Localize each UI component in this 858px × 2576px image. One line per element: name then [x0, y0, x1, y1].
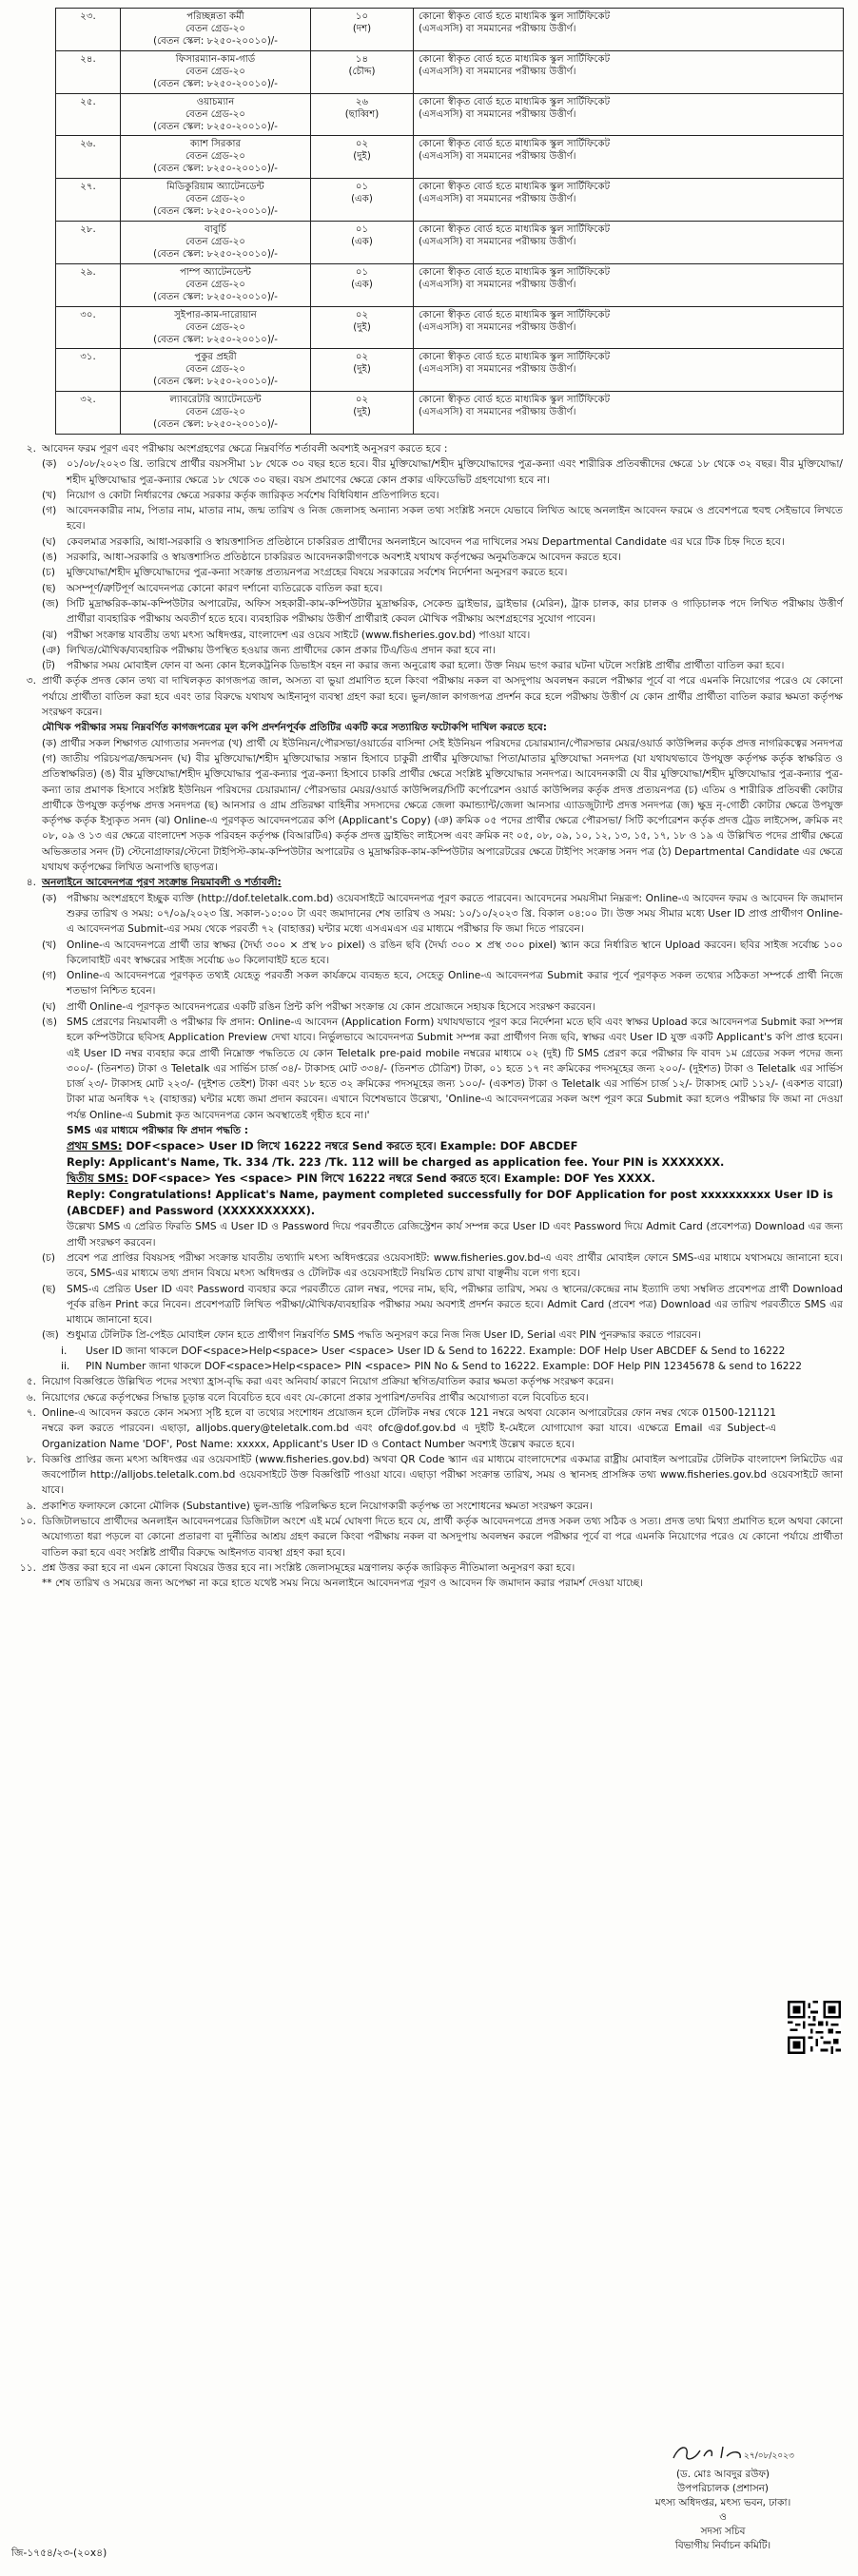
post-count: ০২ — [355, 139, 369, 150]
pay-scale: (বেতন স্কেল: ৮২৫০-২০০১০)/- — [153, 291, 278, 302]
item-marker: (খ) — [42, 489, 57, 501]
pay-scale: (বেতন স্কেল: ৮২৫০-২০০১০)/- — [153, 36, 278, 47]
qualification-line: কোনো স্বীকৃত বোর্ড হতে মাধ্যমিক স্কুল সার্টিফিকেট — [419, 395, 611, 406]
post-count: ০১ — [355, 182, 369, 193]
table-cell — [121, 349, 311, 392]
post-count: ০২ — [355, 395, 369, 406]
serial-cell: ২৬. — [80, 139, 96, 150]
post-count: ০২ — [355, 309, 369, 320]
post-count-words: (দুই) — [353, 364, 371, 376]
item-text: সিটি মুদ্রাক্ষরিক-কাম-কম্পিউটার অপারেটর, অফিস সহকারী-কাম-কম্পিউটার মুদ্রাক্ষরিক, সেকেন্ড ড্রাইভার, ড্রাইভার (মেরিন), ট্রাক চালক, কার চালক ও গাড়িচালক পদে লিখিত পরীক্ষায় উত্তীর্ণ প্রার্থীরা ব্যবহারিক পরীক্ষায় অবতীর্ণ হতে হবে। ব্যবহারিক পরীক্ষায় উত্তীর্ণ প্রার্থীরাই কেবল মৌখিক পরীক্ষায় অংশগ্রহণের সুযোগ পাবেন। — [67, 597, 843, 626]
table-cell — [414, 349, 844, 392]
post-count: ১৪ — [355, 53, 369, 65]
section-number: ১০. — [19, 1516, 36, 1527]
table-cell — [121, 50, 311, 93]
post-name: মিডিকুরিয়াম অ্যাটেনডেন্ট — [166, 182, 264, 193]
item-marker: (জ) — [42, 597, 59, 610]
table-row — [56, 349, 844, 392]
qualification-line: (এসএসসি) বা সমমানের পরীক্ষায় উত্তীর্ণ। — [419, 24, 576, 34]
qualification-line: (এসএসসি) বা সমমানের পরীক্ষায় উত্তীর্ণ। — [419, 151, 576, 163]
item-text: PIN Number জানা থাকলে DOF<space>Help<space> PIN <space> PIN No & Send to 16222. Example: DOF Help PIN 12345678 & send to 16222 — [86, 1361, 803, 1373]
table-cell — [56, 136, 121, 179]
item-text: পরীক্ষার সময় মোবাইল ফোন বা অন্য কোন ইলেকট্রনিক ডিভাইস বহন না করার জন্য অনুরোধ করা হলো। উক্ত নিয়ম ভংগ করার ঘটনা ঘটলে সংশ্লিষ্ট প্রার্থীর প্রার্থীতা বাতিল করা হবে। — [67, 660, 785, 672]
oral-title: মৌখিক পরীক্ষার সময় নিম্নবর্ণিত কাগজপত্রের মূল কপি প্রদর্শনপূর্বক প্রতিটির একটি করে সত্যায়িত ফটোকপি দাখিল করতে হবে: — [42, 722, 548, 734]
item-marker: (ট) — [42, 660, 56, 672]
post-name: পুকুর প্রহরী — [194, 352, 237, 363]
post-name: পাম্প অ্যাটেনডেন্ট — [180, 266, 251, 278]
item-marker: (ঙ) — [42, 1016, 58, 1028]
table-cell — [121, 306, 311, 349]
list-item — [42, 643, 843, 658]
serial-cell: ২৩. — [80, 11, 96, 22]
section-text: বিজ্ঞপ্তি প্রাপ্তির জন্য মৎস্য অধিদপ্তর এর ওয়েবসাইট (www.fisheries.gov.bd) অথবা QR Code স্ক্যান এর মাধ্যমে বাংলাদেশের একমাত্র রাষ্ট্রীয় মোবাইল অপারেটর টেলিটক বাংলাদেশ লিমিটেড এর জবপোর্টাল http://alljobs.teletalk.com.bd ওয়েবসাইটে উক্ত বিজ্ঞপ্তিটি পাওয়া যাবে। এছাড়া পরীক্ষা সংক্রান্ত তারিখ, সময় ও স্থানসহ প্রাসঙ্গিক তথ্য www.fisheries.gov.bd ওয়েবসাইটে জানা যাবে। — [42, 1453, 843, 1497]
pay-grade: বেতন গ্রেড-২০ — [185, 108, 245, 120]
last-note: ** শেষ তারিখ ও সময়ের জন্য অপেক্ষা না করে হাতে যথেষ্ট সময় নিয়ে অনলাইনে আবেদনপত্র পূরণ ও আবেদন ফি জমাদান করার পরামর্শ দেওয়া যাচ্ছে। — [42, 1578, 644, 1590]
section-text: প্রকাশিত ফলাফলে কোনো মৌলিক (Substantive) ভুল-ভ্রান্তি পরিলক্ষিত হলে নিয়োগকারী কর্তৃপক্ষ তা সংশোধনের ক্ষমতা সংরক্ষণ করেন। — [42, 1500, 593, 1512]
qualification-line: কোনো স্বীকৃত বোর্ড হতে মাধ্যমিক স্কুল সার্টিফিকেট — [419, 223, 611, 235]
list-item — [42, 581, 843, 596]
signature-block — [609, 2439, 837, 2553]
section-text: নিয়োগ বিজ্ঞপ্তিতে উল্লিখিত পদের সংখ্যা হ্রাস-বৃদ্ধি করা এবং অনিবার্য কারণে নিয়োগ প্রক্রিয়া স্থগিত/বাতিল করার ক্ষমতা কর্তৃপক্ষ সংরক্ষণ করেন। — [42, 1376, 614, 1388]
post-table — [55, 8, 844, 435]
section-9 — [11, 1499, 843, 1514]
section-text: ডিজিটালভাবে প্রার্থীদের অনলাইন আবেদনপত্রের ডিজিটাল অংশে এই মর্মে ঘোষণা দিতে হবে যে, প্রার্থী কর্তৃক আবেদনপত্রে প্রদত্ত সকল তথ্য সঠিক ও সত্য। প্রদত্ত তথ্য মিথ্যা প্রমাণিত হলে অথবা কোনো অযোগ্যতা ধরা পড়লে বা কোনো প্রতারণা বা দুর্নীতির আশ্রয় গ্রহণ করলে কিংবা পরীক্ষায় নকল বা অসদুপায় অবলম্বন করলে পরীক্ষার পূর্বে বা পরে এমনকি নিয়োগের পরেও যে কোনো পর্যায়ে প্রার্থীতা বাতিল করা হবে এবং সংশ্লিষ্ট প্রার্থীর বিরুদ্ধে আইনগত ব্যবস্থা গ্রহণ করা হবে। — [42, 1516, 843, 1559]
sms-title: SMS এর মাধ্যমে পরীক্ষার ফি প্রদান পদ্ধতি : — [67, 1125, 248, 1137]
section-text: প্রশ্ন উত্তর করা হবে না এমন কোনো বিষয়ের উত্তর হবে না। সংশ্লিষ্ট জেলাসমূহের মন্ত্রণালয় কর্তৃক জারিকৃত নীতিমালা অনুসরণ করা হবে। — [42, 1561, 575, 1574]
table-cell — [121, 221, 311, 263]
qualification-line: (এসএসসি) বা সমমানের পরীক্ষায় উত্তীর্ণ। — [419, 407, 576, 418]
pay-scale: (বেতন স্কেল: ৮২৫০-২০০১০)/- — [153, 334, 278, 345]
table-cell — [121, 179, 311, 222]
section-number: ২. — [26, 443, 36, 455]
table-cell — [311, 221, 414, 263]
signatory-and: ও — [719, 2511, 727, 2523]
second-sms-text: DOF<space> Yes <space> PIN লিখে 16222 নম্বরে Send করতে হবে। Example: DOF Yes XXXX. — [131, 1172, 655, 1186]
item-text: User ID জানা থাকলে DOF<space>Help<space> User <space> User ID & Send to 16222. Example: DOF Help User ABCDEF & Send to 16222 — [86, 1345, 786, 1357]
table-cell — [121, 9, 311, 51]
post-count: ১০ — [355, 11, 369, 22]
table-cell — [311, 349, 414, 392]
pay-scale: (বেতন স্কেল: ৮২৫০-২০০১০)/- — [153, 206, 278, 218]
table-cell — [311, 50, 414, 93]
item-marker: (জ) — [42, 1329, 59, 1342]
post-name: ল্যাবরেটরি অ্যাটেনডেন্ট — [169, 395, 262, 406]
table-cell — [311, 136, 414, 179]
qualification-line: কোনো স্বীকৃত বোর্ড হতে মাধ্যমিক স্কুল সার্টিফিকেট — [419, 309, 611, 320]
post-count-words: (এক) — [351, 194, 373, 205]
item-marker: i. — [61, 1345, 68, 1357]
item-text: Online-এ আবেদনপত্রে পূরণকৃত তথ্যই যেহেতু পরবর্তী সকল কার্যক্রমে ব্যবহৃত হবে, সেহেতু Online-এ আবেদনপত্র Submit করার পূর্বে পূরণকৃত সকল তথ্যের সঠিকতা সম্পর্কে প্রার্থী নিজে শতভাগ নিশ্চিত হবেন। — [67, 970, 843, 997]
first-sms-reply: Reply: Applicant's Name, Tk. 334 /Tk. 223 /Tk. 112 will be charged as application fee. Your PIN is XXXXXXX. — [67, 1155, 725, 1170]
list-item — [42, 1250, 843, 1282]
list-item — [42, 565, 843, 580]
table-cell — [311, 306, 414, 349]
table-cell — [56, 392, 121, 435]
section-number: ৯. — [26, 1500, 36, 1512]
table-cell — [56, 349, 121, 392]
section-2 — [11, 441, 843, 673]
table-cell — [311, 179, 414, 222]
qualification-line: কোনো স্বীকৃত বোর্ড হতে মাধ্যমিক স্কুল সার্টিফিকেট — [419, 11, 611, 22]
pay-scale: (বেতন স্কেল: ৮২৫০-২০০১০)/- — [153, 121, 278, 132]
item-text: পরীক্ষায় অংশগ্রহণে ইচ্ছুক ব্যক্তি (http://dof.teletalk.com.bd) ওয়েবসাইটে আবেদনপত্র পূরণ করতে পারবেন। আবেদনের সময়সীমা নিম্নরূপ: Online-এ আবেদন ফরম ও আবেদন ফি জমাদান শুরুর তারিখ ও সময়: ০৭/০৯/২০২৩ খ্রি. সকাল-১০:০০ টা এবং জমাদানের শেষ তারিখ ও সময়: ১০/১০/২০২৩ খ্রি. বিকাল ০৪:০০ টা। উক্ত সময় সীমার মধ্যে User ID প্রাপ্ত প্রার্থীগণ Online-এ আবেদনপত্র Submit-এর সময় থেকে পরবর্তী ৭২ (বাহাত্তর) ঘন্টার মধ্যে এসএমএস এর মাধ্যমে পরীক্ষার ফি জমা দিতে পারবেন। — [67, 892, 843, 936]
item-text: শুধুমাত্র টেলিটক প্রি-পেইড মোবাইল ফোন হতে প্রার্থীগণ নিম্নবর্ণিত SMS পদ্ধতি অনুসরণ করে নিজ নিজ User ID, Serial এবং PIN পুনরুদ্ধার করতে পারবেন। — [67, 1329, 702, 1342]
signature-date: ২৭/০৮/২০২৩ — [744, 2451, 794, 2461]
serial-cell: ২৭. — [80, 182, 96, 193]
list-item — [42, 938, 843, 969]
table-cell — [56, 9, 121, 51]
list-item — [42, 456, 843, 488]
item-text: SMS প্রেরণের নিয়মাবলী ও পরীক্ষার ফি প্রদান: Online-এ আবেদন (Application Form) যথাযথভাবে পূরণ করে নির্দেশনা মতে ছবি এবং স্বাক্ষর Upload করে আবেদনপত্র Submit করা সম্পন্ন হলে কম্পিউটারে ছবিসহ Application Preview দেখা যাবে। নির্ভুলভাবে আবেদনপত্র Submit সম্পন্ন করা প্রার্থীগণ নিজ ছবি, স্বাক্ষর এবং User ID যুক্ত একটি Applicant's কপি প্রাপ্ত হবেন। এই User ID নম্বর ব্যবহার করে প্রার্থী নিম্নোক্ত পদ্ধতিতে যে কোন Teletalk pre-paid mobile নম্বরের মাধ্যমে ০২ (দুই) টি SMS প্রেরণ করে পরীক্ষার ফি বাবদ ১ম গ্রেডের সকল পদের জন্য ৩০০/- (তিনশত) টাকা ও Teletalk এর সার্ভিস চার্জ ৩৪/- টাকাসহ মোট ৩৩৪/- (তিনশত চৌত্রিশ) টাকা, ০১ হতে ১৭ নং ক্রমিকের পদসমূহের জন্য ২০০/- (দুইশত) টাকা ও Teletalk এর সার্ভিস চার্জ ২৩/- টাকাসহ মোট ২২৩/- (দুইশত তেইশ) টাকা এবং ১৮ হতে ৩২ ক্রমিকের পদসমূহের জন্য ১০০/- (একশত) টাকা ও Teletalk এর সার্ভিস চার্জ ১২/- টাকাসহ মোট ১১২/- (একশত বারো) টাকা মাত্র অনধিক ৭২ (বাহাত্তর) ঘন্টার মধ্যে জমা প্রদান করবেন। এখানে বিশেষভাবে উল্লেখ্য, 'Online-এ আবেদনপত্রের সকল অংশ পূরণ করে Submit করা হলেও পরীক্ষার ফি জমা না দেওয়া পর্যন্ত Online-এ Submit কৃত আবেদনপত্র কোন অবস্থাতেই গৃহীত হবে না।' — [67, 1016, 843, 1121]
post-count: ০১ — [355, 266, 369, 278]
pay-grade: বেতন গ্রেড-২০ — [185, 24, 245, 34]
list-item — [42, 1359, 843, 1374]
list-item — [42, 1015, 843, 1123]
section-number: ৪. — [26, 877, 36, 889]
oral-text: (ক) প্রার্থীর সকল শিক্ষাগত যোগ্যতার সনদপত্র (খ) প্রার্থী যে ইউনিয়ন/পৌরসভা/ওয়ার্ডের বাসিন্দা সেই ইউনিয়ন পরিষদের চেয়ারম্যান/পৌরসভার মেয়র/ওয়ার্ড কাউন্সিলর কর্তৃক প্রদত্ত নাগরিকত্বের সনদপত্র (গ) জাতীয় পরিচয়পত্র/জন্মসনদ (ঘ) বীর মুক্তিযোদ্ধা/শহীদ মুক্তিযোদ্ধার সন্তান হিসাবে চাকুরী প্রার্থীর মুক্তিযোদ্ধা পিতা/মাতার মুক্তিযোদ্ধা সনদপত্র (যা যথাযথভাবে উপযুক্ত কর্তৃপক্ষ কর্তৃক স্বাক্ষরিত ও প্রতিস্বাক্ষরিত) (ঙ) বীর মুক্তিযোদ্ধা/শহীদ মুক্তিযোদ্ধার পুত্র-কন্যার পুত্র-কন্যা হিসাবে চাকরি প্রার্থীর ক্ষেত্রে সংশ্লিষ্ট মুক্তিযোদ্ধার সনদপত্র। আবেদনকারী যে বীর মুক্তিযোদ্ধা/শহীদ মুক্তিযোদ্ধার পুত্র-কন্যার পুত্র-কন্যা তার প্রমাণক হিসাবে সংশ্লিষ্ট ইউনিয়ন পরিষদের চেয়ারম্যান/ পৌরসভার মেয়র/ওয়ার্ড কাউন্সিলর/সিটি কর্পোরেশন ওয়ার্ড কাউন্সিলর কর্তৃক প্রদত্ত প্রত্যয়নপত্র (চ) এতিম ও শারীরিক প্রতিবন্ধী কোটার প্রার্থীকে উপযুক্ত কর্তৃপক্ষ প্রদত্ত সনদপত্র (ছ) আনসার ও গ্রাম প্রতিরক্ষা বাহিনীর সদস্যদের ক্ষেত্রে জেলা কমান্ড্যান্ট/জেলা আনসার এ্যাডজুট্যান্ট প্রদত্ত সনদপত্র (জ) ক্ষুদ্র নৃ-গোষ্ঠী কোটার ক্ষেত্রে উপযুক্ত কর্তৃপক্ষ কর্তৃক ইস্যুকৃত সনদ (ঝ) Online-এ পূরণকৃত আবেদনপত্রের কপি (Applicant's Copy) (ঞ) ক্রমিক ০৫ পদের প্রার্থীর ক্ষেত্রে পৌরসভা/ সিটি কর্পোরেশন কর্তৃক প্রদত্ত ট্রেড লাইসেন্স, ক্রমিক নং ০৮, ০৯ ও ১৩ এর ক্ষেত্রে বাংলাদেশ সড়ক পরিবহন কর্তৃপক্ষ (বিআরটিএ) কর্তৃক প্রদত্ত ড্রাইভিং লাইসেন্স এবং ক্রমিক নং ০৫, ০৮, ০৯, ১০, ১২, ১৩, ১৫, ১৭, ১৮ ও ১৯ এ উল্লিখিত পদের প্রার্থীর ক্ষেত্রে অভিজ্ঞতার সনদ (ট) স্টেনোগ্রাফার/স্টেনো টাইপিস্ট-কাম-কম্পিউটার অপারেটর ও মুদ্রাক্ষরিক-কাম-কম্পিউটার অপারেটরের ক্ষেত্রে টাইপিং সংক্রান্ত সনদ পত্র (ঠ) Departmental Candidate এর ক্ষেত্রে যথাযথ কর্তৃপক্ষের লিখিত অনাপত্তি ছাড়পত্র। — [42, 737, 843, 874]
section-text: Online-এ আবেদন করতে কোন সমস্যা সৃষ্টি হলে বা তথ্যের সংশোধন প্রয়োজন হলে টেলিটক নম্বর থেকে 121 নম্বরে অথবা যেকোন অপারেটরের ফোন নম্বর থেকে 01500-121121 নম্বরে কল করতে পারবেন। এছাড়া, alljobs.query@teletalk.com.bd এবং ofc@dof.gov.bd এ দুইটি ই-মেইলে যোগাযোগ করা যাবে। এক্ষেত্রে Email এর Subject-এ Organization Name 'DOF', Post Name: xxxxx, Applicant's User ID ও Contact Number অবশ্যই উল্লেখ করতে হবে। — [42, 1406, 776, 1450]
table-cell — [414, 136, 844, 179]
table-cell — [121, 263, 311, 306]
qualification-line: কোনো স্বীকৃত বোর্ড হতে মাধ্যমিক স্কুল সার্টিফিকেট — [419, 266, 611, 278]
signatory-name: (ড. মোঃ আবদুর রউফ) — [676, 2469, 770, 2480]
section-6 — [11, 1390, 843, 1405]
serial-cell: ৩০. — [80, 309, 96, 320]
qualification-line: (এসএসসি) বা সমমানের পরীক্ষায় উত্তীর্ণ। — [419, 364, 576, 376]
item-marker: (চ) — [42, 1251, 55, 1264]
table-row — [56, 179, 844, 222]
item-marker: (ক) — [42, 892, 57, 904]
item-text: Online-এ আবেদনপত্রে প্রার্থী তার স্বাক্ষর (দৈর্ঘ্য ৩০০ × প্রস্থ ৮০ pixel) ও রঙিন ছবি (দৈর্ঘ্য ৩০০ × প্রস্থ ৩০০ pixel) স্ক্যান করে নির্ধারিত স্থানে Upload করবেন। ছবির সাইজ সর্বোচ্চ ১০০ কিলোবাইট এবং স্বাক্ষরের সাইজ সর্বোচ্চ ৬০ কিলোবাইট হতে হবে। — [67, 939, 843, 966]
item-marker: (ঙ) — [42, 552, 58, 564]
section-5 — [11, 1374, 843, 1389]
post-count: ২৬ — [355, 96, 369, 107]
post-name: সুইপার-কাম-দারোয়ান — [174, 309, 257, 320]
section-number: ৮. — [26, 1453, 36, 1465]
pay-scale: (বেতন স্কেল: ৮২৫০-২০০১০)/- — [153, 419, 278, 431]
pay-scale: (বেতন স্কেল: ৮২৫০-২০০১০)/- — [153, 377, 278, 388]
section-number: ৫. — [26, 1376, 36, 1388]
second-sms-note: উল্লেখ্য SMS এ প্রেরিত ফিরতি SMS এ User ID ও Password দিয়ে পরবর্তীতে রেজিস্ট্রেশন কার্য সম্পন্ন করে User ID এবং Password দিয়ে Admit Card (প্রবেশপত্র) Download এর জন্য প্রার্থী সংরক্ষণ করবেন। — [67, 1221, 843, 1249]
memo-reference: জি-১৭৫৪/২৩-(২০x৪) — [11, 2547, 107, 2559]
post-count-words: (চৌদ্দ) — [348, 66, 376, 77]
pay-grade: বেতন গ্রেড-২০ — [185, 279, 245, 290]
pay-grade: বেতন গ্রেড-২০ — [185, 236, 245, 247]
table-cell — [311, 392, 414, 435]
post-name: ওয়াচম্যান — [196, 96, 235, 107]
signatory-committee: বিভাগীয় নির্বাচন কমিটি। — [674, 2540, 771, 2551]
table-cell — [414, 9, 844, 51]
section-number: ৬. — [26, 1391, 36, 1404]
list-item — [42, 550, 843, 565]
item-marker: (চ) — [42, 567, 55, 579]
serial-cell: ২৮. — [80, 223, 96, 235]
handwritten-signature — [666, 2439, 794, 2468]
qualification-line: (এসএসসি) বা সমমানের পরীক্ষায় উত্তীর্ণ। — [419, 236, 576, 247]
qualification-line: কোনো স্বীকৃত বোর্ড হতে মাধ্যমিক স্কুল সার্টিফিকেট — [419, 139, 611, 150]
item-marker: (ছ) — [42, 582, 56, 594]
table-row — [56, 392, 844, 435]
pay-scale: (বেতন স্কেল: ৮২৫০-২০০১০)/- — [153, 78, 278, 89]
table-cell — [56, 50, 121, 93]
pay-grade: বেতন গ্রেড-২০ — [185, 194, 245, 205]
pay-grade: বেতন গ্রেড-২০ — [185, 321, 245, 333]
table-row — [56, 93, 844, 136]
table-cell — [311, 263, 414, 306]
qr-code-icon[interactable] — [788, 2001, 841, 2054]
item-marker: (ঘ) — [42, 1000, 56, 1013]
table-cell — [56, 306, 121, 349]
section-number: ৩. — [26, 675, 36, 688]
table-cell — [414, 50, 844, 93]
table-row — [56, 306, 844, 349]
signatory-role: সদস্য সচিব — [700, 2526, 746, 2537]
table-cell — [414, 306, 844, 349]
serial-cell: ২৫. — [80, 96, 96, 107]
list-item — [42, 488, 843, 503]
section-text: নিয়োগের ক্ষেত্রে কর্তৃপক্ষের সিদ্ধান্ত চূড়ান্ত বলে বিবেচিত হবে এবং যে-কোনো প্রকার সুপারিশ/তদবির প্রার্থীর অযোগ্যতা বলে বিবেচিত হবে। — [42, 1391, 589, 1404]
section-number: ৭. — [26, 1406, 36, 1419]
post-name: ক্যাশ সিরকার — [189, 139, 242, 150]
table-row — [56, 221, 844, 263]
item-text: সরকারি, আধা-সরকারি ও স্বায়ত্তশাসিত প্রতিষ্ঠানে চাকরিরত আবেদনকারীগণকে অবশ্যই যথাযথ কর্তৃপক্ষের অনুমতিক্রমে আবেদন করতে হবে। — [67, 552, 621, 564]
item-marker: (গ) — [42, 970, 57, 982]
serial-cell: ৩২. — [80, 395, 96, 406]
post-name: পরিচ্ছন্নতা কর্মী — [186, 11, 244, 22]
list-item — [42, 628, 843, 643]
item-text: ০১/০৮/২০২৩ খ্রি. তারিখে প্রার্থীর বয়সসীমা ১৮ থেকে ৩০ বছর হতে হবে। বীর মুক্তিযোদ্ধা/শহীদ মুক্তিযোদ্ধাদের পুত্র-কন্যা এবং শারীরিক প্রতিবন্ধীদের ক্ষেত্রে ১৮ থেকে ৩২ বছর। বীর মুক্তিযোদ্ধা/শহীদ মুক্তিযোদ্ধার পুত্র-কন্যার ক্ষেত্রে ১৮ থেকে ৩০ বছর। বয়স প্রমাণের ক্ষেত্রে কোন প্রকার এফিডেভিট গ্রহণযোগ্য হবে না। — [67, 458, 843, 486]
post-name: ফিসারম্যান-কাম-গার্ড — [175, 53, 256, 65]
table-cell — [414, 392, 844, 435]
item-marker: (ঘ) — [42, 535, 56, 548]
qualification-line: কোনো স্বীকৃত বোর্ড হতে মাধ্যমিক স্কুল সার্টিফিকেট — [419, 53, 611, 65]
table-cell — [414, 221, 844, 263]
post-count-words: (এক) — [351, 236, 373, 247]
list-item — [42, 596, 843, 628]
section-7 — [11, 1405, 843, 1452]
second-sms-label: দ্বিতীয় SMS: — [67, 1172, 128, 1186]
signatory-office: মৎস্য অধিদপ্তর, মৎস্য ভবন, ঢাকা। — [654, 2497, 791, 2508]
qualification-line: কোনো স্বীকৃত বোর্ড হতে মাধ্যমিক স্কুল সার্টিফিকেট — [419, 96, 611, 107]
table-cell — [414, 179, 844, 222]
item-text: লিখিত/মৌখিক/ব্যবহারিক পরীক্ষায় উপস্থিত হওয়ার জন্য প্রার্থীদের কোন প্রকার টিএ/ডিএ প্রদান করা হবে না। — [67, 644, 496, 656]
table-cell — [56, 263, 121, 306]
post-count-words: (দশ) — [352, 24, 372, 34]
first-sms-text: DOF<space> User ID লিখে 16222 নম্বরে Send করতে হবে। Example: DOF ABCDEF — [126, 1139, 578, 1153]
list-item — [42, 1282, 843, 1328]
pay-grade: বেতন গ্রেড-২০ — [185, 407, 245, 418]
qualification-line: কোনো স্বীকৃত বোর্ড হতে মাধ্যমিক স্কুল সার্টিফিকেট — [419, 352, 611, 363]
pay-scale: (বেতন স্কেল: ৮২৫০-২০০১০)/- — [153, 248, 278, 260]
table-cell — [311, 9, 414, 51]
post-count-words: (দুই) — [353, 407, 371, 418]
serial-cell: ২৯. — [80, 266, 96, 278]
post-name: বাবুর্চি — [205, 223, 226, 235]
item-marker: ii. — [61, 1361, 70, 1373]
item-text: প্রার্থী Online-এ পূরণকৃত আবেদনপত্রের একটি রঙিন প্রিন্ট কপি পরীক্ষা সংক্রান্ত যে কোন প্রয়োজনে সহায়ক হিসেবে সংরক্ষণ করবেন। — [67, 1000, 595, 1013]
table-cell — [121, 136, 311, 179]
table-cell — [121, 93, 311, 136]
table-row — [56, 136, 844, 179]
table-cell — [56, 179, 121, 222]
item-text: অসম্পূর্ণ/ত্রুটিপূর্ণ আবেদনপত্র কোনো কারণ দর্শানো ব্যতিরেকে বাতিল করা হবে। — [67, 582, 383, 594]
item-marker: (গ) — [42, 505, 57, 517]
first-sms-label: প্রথম SMS: — [67, 1139, 123, 1153]
list-item — [42, 999, 843, 1015]
list-item — [42, 891, 843, 938]
item-text: কেবলমাত্র সরকারি, আধা-সরকারি ও স্বায়ত্তশাসিত প্রতিষ্ঠানে চাকরিরত প্রার্থীদের অনলাইনে আবেদন পত্র দাখিলের সময় Departmental Candidate এর ঘরে টিক চিহ্ন দিতে হবে। — [67, 535, 785, 548]
post-count-words: (এক) — [351, 279, 373, 290]
qualification-line: (এসএসসি) বা সমমানের পরীক্ষায় উত্তীর্ণ। — [419, 321, 576, 333]
pay-grade: বেতন গ্রেড-২০ — [185, 66, 245, 77]
section-number: ১১. — [19, 1561, 36, 1574]
list-item — [42, 534, 843, 550]
item-marker: (ঞ) — [42, 644, 61, 656]
pay-grade: বেতন গ্রেড-২০ — [185, 151, 245, 163]
item-marker: (ছ) — [42, 1283, 56, 1295]
post-count-words: (ছাব্বিশ) — [344, 108, 380, 120]
item-text: মুক্তিযোদ্ধা/শহীদ মুক্তিযোদ্ধাদের পুত্র-কন্যা সংক্রান্ত প্রত্যয়নপত্র সংগ্রহের বিষয়ে সরকারের সর্বশেষ নির্দেশনা অনুসরণ করতে হবে। — [67, 567, 568, 579]
post-count: ০২ — [355, 352, 369, 363]
list-item — [42, 1344, 843, 1359]
post-count-words: (দুই) — [353, 321, 371, 333]
section-11 — [11, 1560, 843, 1576]
item-text: SMS-এ প্রেরিত User ID এবং Password ব্যবহার করে পরবর্তীতে রোল নম্বর, পদের নাম, ছবি, পরীক্ষার তারিখ, সময় ও স্থানের/কেন্দ্রের নাম ইত্যাদি তথ্য সম্বলিত প্রবেশপত্র প্রার্থী Download পূর্বক রঙিন Print করে নিবেন। প্রবেশপত্রটি লিখিত পরীক্ষা/মৌখিক/ব্যবহারিক পরীক্ষার সময় অবশ্যই প্রদর্শন করতে হবে। Admit Card (প্রবেশ পত্র) Download এর তারিখ পরবর্তীতে SMS এর মাধ্যমে জানানো হবে। — [67, 1283, 843, 1327]
item-marker: (ক) — [42, 458, 57, 471]
post-count-words: (দুই) — [353, 151, 371, 163]
qualification-line: কোনো স্বীকৃত বোর্ড হতে মাধ্যমিক স্কুল সার্টিফিকেট — [419, 182, 611, 193]
list-item — [42, 658, 843, 673]
list-item — [42, 503, 843, 534]
item-marker: (খ) — [42, 939, 57, 951]
qualification-line: (এসএসসি) বা সমমানের পরীক্ষায় উত্তীর্ণ। — [419, 194, 576, 205]
second-sms-reply: Reply: Congratulations! Applicat's Name, payment completed successfully for DOF Application for post xxxxxxxxxx User ID is (ABCDEF) and Password (XXXXXXXXXX). — [67, 1188, 833, 1218]
serial-cell: ২৪. — [80, 53, 96, 65]
table-cell — [414, 263, 844, 306]
table-row — [56, 9, 844, 51]
pay-grade: বেতন গ্রেড-২০ — [185, 364, 245, 376]
table-cell — [56, 93, 121, 136]
oral-documents — [11, 720, 843, 875]
serial-cell: ৩১. — [80, 352, 96, 363]
post-count: ০১ — [355, 223, 369, 235]
section-10 — [11, 1514, 843, 1560]
table-cell — [311, 93, 414, 136]
item-marker: (ঝ) — [42, 629, 58, 641]
section-text: প্রার্থী কর্তৃক প্রদত্ত কোন তথ্য বা দাখিলকৃত কাগজপত্র জাল, অসত্য বা ভুয়া প্রমাণিত হলে কিংবা পরীক্ষায় নকল বা অসদুপায় অবলম্বন করলে পরীক্ষার পূর্বে বা পরে এমনকি নিয়োগের পরেও যে কোনো পর্যায়ে প্রার্থীতা বাতিল করা হবে এবং তার বিরুদ্ধে যথাযথ আইনানুগ ব্যবস্থা গ্রহণ করা হবে। ভুল/জাল কাগজপত্র প্রদর্শন করে হলে পরীক্ষায় উত্তীর্ণ যে কোন প্রার্থীর প্রার্থীতা বাতিল করার ক্ষমতা কর্তৃপক্ষ সংরক্ষণ করেন। — [42, 675, 843, 719]
table-cell — [121, 392, 311, 435]
item-text: প্রবেশ পত্র প্রাপ্তির বিষয়সহ পরীক্ষা সংক্রান্ত যাবতীয় তথ্যাদি মৎস্য অধিদপ্তরের ওয়েবসাইট: www.fisheries.gov.bd-এ এবং প্রার্থীর মোবাইল ফোনে SMS-এর মাধ্যমে যথাসময়ে জানানো হবে। তবে, SMS-এর মাধ্যমে তথ্য প্রদান বিষয়ে মৎস্য অধিদপ্তর ও টেলিটক এর ওয়েবসাইটে নিয়মিত চোখ রাখা বাঞ্ছনীয় বলে গণ্য হবে। — [67, 1251, 843, 1280]
item-text: নিয়োগ ও কোটা নির্ধারণের ক্ষেত্রে সরকার কর্তৃক জারিকৃত সর্বশেষ বিধিবিধান প্রতিপালিত হবে। — [67, 489, 439, 501]
item-text: পরীক্ষা সংক্রান্ত যাবতীয় তথ্য মৎস্য অধিদপ্তর, বাংলাদেশ এর ওয়েব সাইটে (www.fisheries.gov.bd) পাওয়া যাবে। — [67, 629, 531, 641]
notice-body — [11, 441, 843, 1591]
table-row — [56, 50, 844, 93]
list-item — [42, 1327, 843, 1343]
section-intro: আবেদন ফরম পূরণ এবং পরীক্ষায় অংশগ্রহণের ক্ষেত্রে নিম্নবর্ণিত শর্তাবলী অবশ্যই অনুসরণ করতে হবে : — [42, 443, 448, 455]
list-item — [42, 968, 843, 999]
qualification-line: (এসএসসি) বা সমমানের পরীক্ষায় উত্তীর্ণ। — [419, 108, 576, 120]
section-title: অনলাইনে আবেদনপত্র পূরণ সংক্রান্ত নিয়মাবলী ও শর্তাবলী: — [42, 877, 282, 889]
section-3 — [11, 673, 843, 720]
section-8 — [11, 1452, 843, 1499]
table-cell — [414, 93, 844, 136]
section-4 — [11, 875, 843, 1374]
signatory-designation: উপপরিচালক (প্রশাসন) — [677, 2483, 769, 2494]
qualification-line: (এসএসসি) বা সমমানের পরীক্ষায় উত্তীর্ণ। — [419, 279, 576, 290]
pay-scale: (বেতন স্কেল: ৮২৫০-২০০১০)/- — [153, 164, 278, 175]
item-text: আবেদনকারীর নাম, পিতার নাম, মাতার নাম, জন্ম তারিখ ও নিজ জেলাসহ অন্যান্য সকল তথ্য সংশ্লিষ্ট সনদে যেভাবে লিখিত আছে অনলাইন আবেদন ফরমে ও প্রবেশপত্রে হুবহু সেইভাবে লিখতে হবে। — [67, 505, 843, 533]
table-row — [56, 263, 844, 306]
qualification-line: (এসএসসি) বা সমমানের পরীক্ষায় উত্তীর্ণ। — [419, 66, 576, 77]
table-cell — [56, 221, 121, 263]
